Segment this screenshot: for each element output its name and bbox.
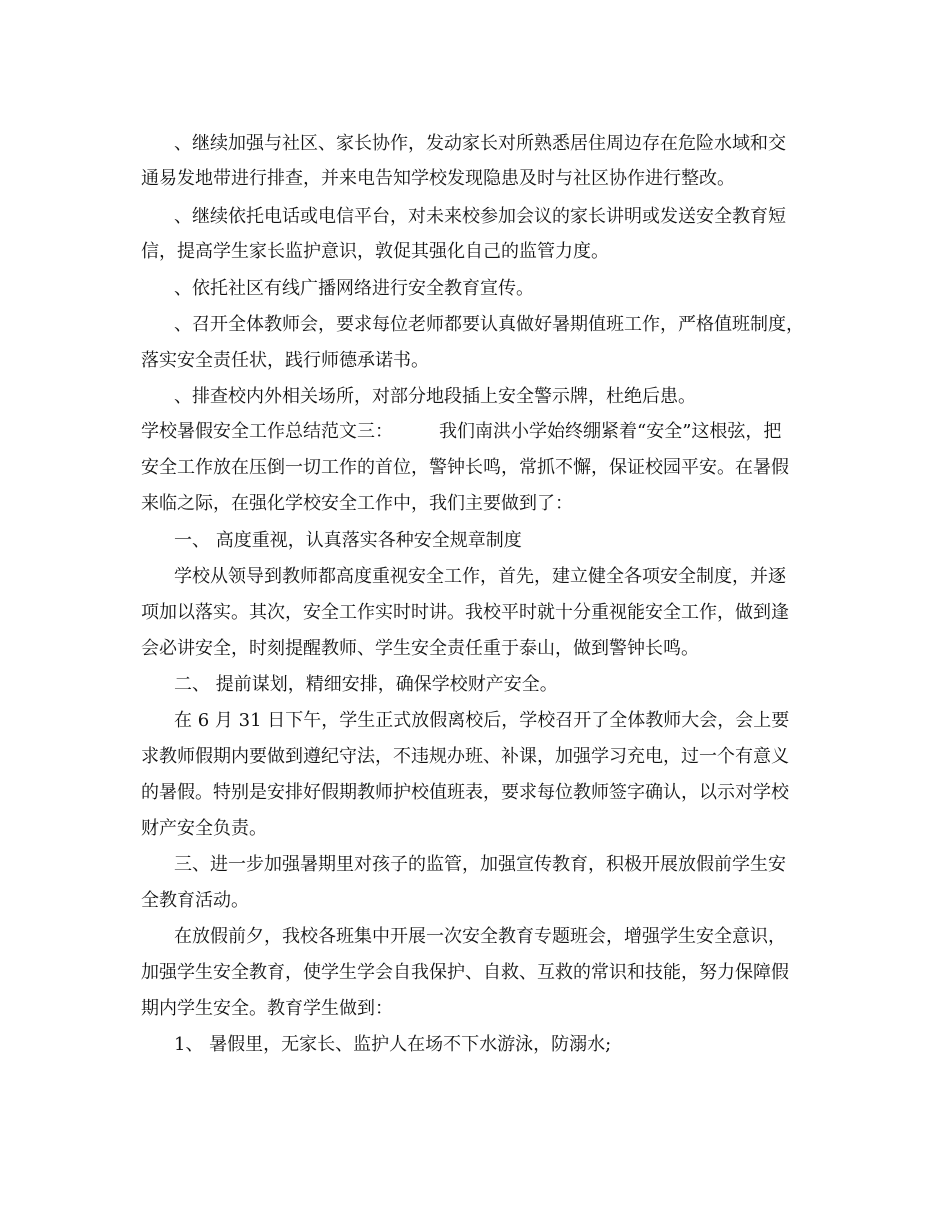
section-title: 学校暑假安全工作总结范文三： [141,421,393,442]
heading-line: 二、 提前谋划，精细安排，确保学校财产安全。 [174,674,558,695]
text-line: 求教师假期内要做到遵纪守法，不违规办班、补课，加强学习充电，过一个有意义 [141,746,789,767]
list-item-line: 1、 暑假里，无家长、监护人在场不下水游泳，防溺水; [174,1034,612,1055]
text-line: 通易发地带进行排查，并来电告知学校发现隐患及时与社区协作进行整改。 [141,168,735,189]
text-line: 信，提高学生家长监护意识，敦促其强化自己的监管力度。 [141,241,609,262]
text-line: 项加以落实。其次，安全工作实时时讲。我校平时就十分重视能安全工作，做到逢 [141,602,789,623]
text-line: 安全工作放在压倒一切工作的首位，警钟长鸣，常抓不懈，保证校园平安。在暑假 [141,457,789,478]
text-line: 加强学生安全教育，使学生学会自我保护、自救、互救的常识和技能，努力保障假 [141,962,789,983]
text-line: 期内学生安全。教育学生做到： [141,998,393,1019]
text-line: 学校从领导到教师都高度重视安全工作，首先，建立健全各项安全制度，并逐 [174,566,786,587]
text-line: 会必讲安全，时刻提醒教师、学生安全责任重于泰山，做到警钟长鸣。 [141,638,699,659]
text-line: 落实安全责任状，践行师德承诺书。 [141,350,429,371]
heading-line: 三、进一步加强暑期里对孩子的监管，加强宣传教育，积极开展放假前学生安 [174,854,786,875]
text-line: 来临之际，在强化学校安全工作中，我们主要做到了： [141,493,573,514]
section-title-line [141,421,781,443]
section-intro: 我们南洪小学始终绷紧着“安全”这根弦，把 [439,421,782,442]
text-line: 、召开全体教师会，要求每位老师都要认真做好暑期值班工作，严格值班制度， [174,314,804,335]
text-line: 、继续加强与社区、家长协作，发动家长对所熟悉居住周边存在危险水域和交 [174,133,786,154]
text-line: 在放假前夕，我校各班集中开展一次安全教育专题班会，增强学生安全意识， [174,926,786,947]
text-line: 、依托社区有线广播网络进行安全教育宣传。 [174,278,534,299]
text-line: 全教育活动。 [141,890,249,911]
text-line: 在 6 月 31 日下午，学生正式放假离校后，学校召开了全体教师大会，会上要 [174,710,790,731]
text-line: 财产安全负责。 [141,818,267,839]
text-line: 、继续依托电话或电信平台，对未来校参加会议的家长讲明或发送安全教育短 [174,206,786,227]
text-line: 、排查校内外相关场所，对部分地段插上安全警示牌，杜绝后患。 [174,386,696,407]
heading-line: 一、 高度重视，认真落实各种安全规章制度 [174,530,522,551]
text-line: 的暑假。特别是安排好假期教师护校值班表，要求每位教师签字确认，以示对学校 [141,782,789,803]
